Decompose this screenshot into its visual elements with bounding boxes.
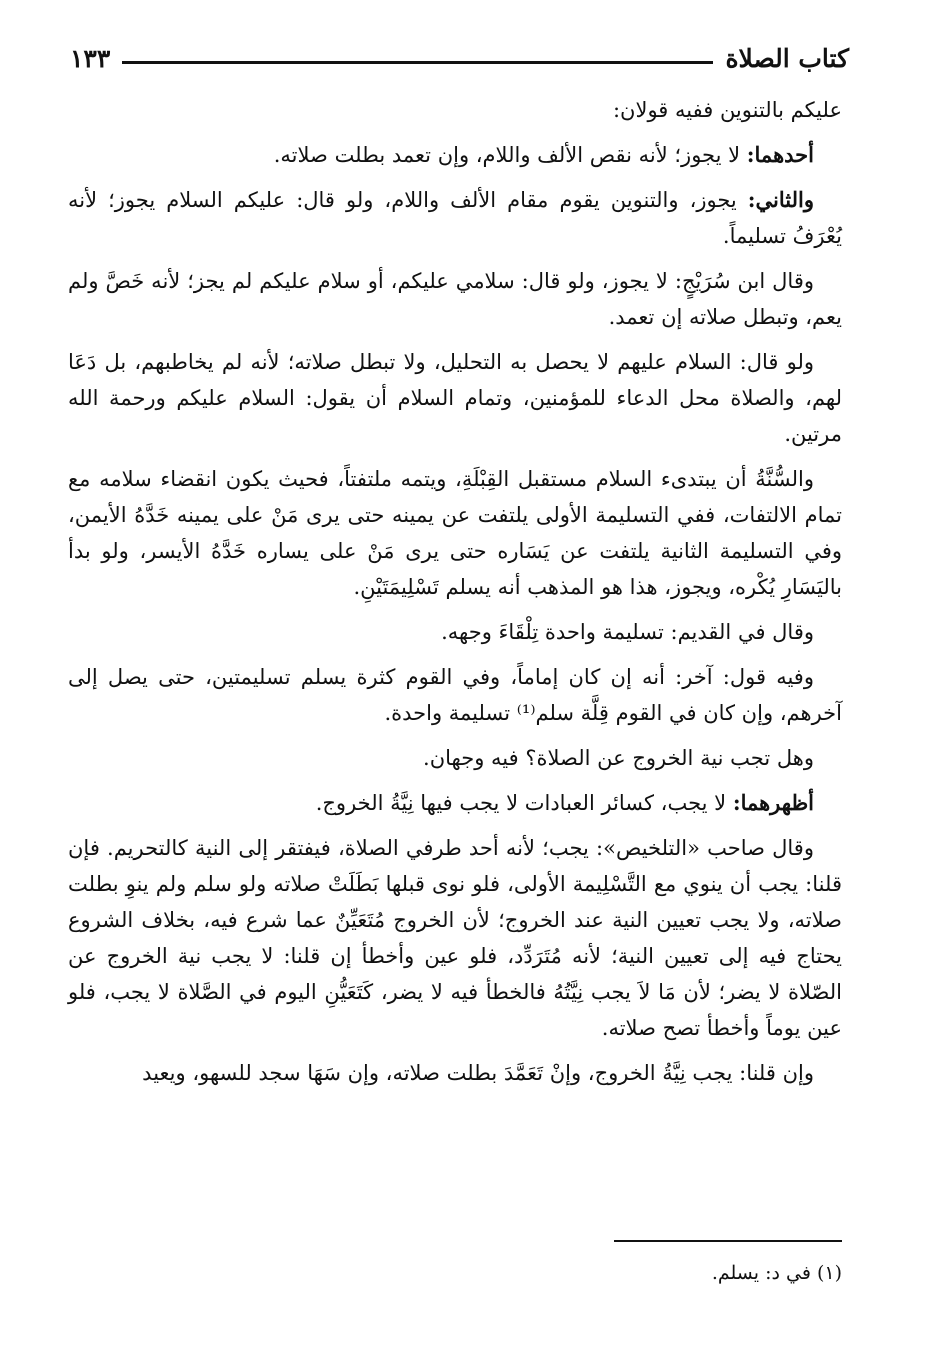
header-rule (122, 61, 713, 64)
paragraph (68, 614, 842, 650)
paragraph-text: وإن قلنا: يجب نِيَّةُ الخروج، وإنْ تَعَمَّدَ بطلت صلاته، وإن سَهَا سجد للسهو، ويعيد (142, 1061, 814, 1085)
paragraph-text: ولو قال: السلام عليهم لا يحصل به التحليل، ولا تبطل صلاته؛ لأنه لم يخاطبهم، بل دَعَا لهم، والصلاة محل الدعاء للمؤمنين، وتمام السلام أن يقول: السلام عليكم ورحمة الله مرتين. (68, 350, 842, 446)
paragraph-text: يجوز، والتنوين يقوم مقام الألف واللام، ولو قال: عليكم السلام يجوز؛ لأنه يُعْرَفُ تسليماً. (68, 188, 842, 248)
paragraph-text: لا يجوز؛ لأنه نقص الألف واللام، وإن تعمد بطلت صلاته. (273, 143, 747, 167)
paragraph-lead: والثاني: (747, 187, 814, 212)
paragraph-lead: أظهرهما: (732, 790, 814, 815)
footnote: (١) في د: يسلم. (711, 1262, 842, 1284)
paragraph-text: وقال في القديم: تسليمة واحدة تِلْقَاءَ وجهه. (441, 620, 814, 644)
main-text (68, 92, 842, 1100)
paragraph (68, 830, 842, 1046)
page-number: ١٣٣ (70, 43, 111, 73)
paragraph (68, 137, 842, 173)
paragraph (68, 1055, 842, 1091)
paragraph-text: عليكم بالتنوين ففيه قولان: (612, 98, 842, 122)
paragraph (68, 182, 842, 254)
paragraph-text: والسُّنَّةُ أن يبتدىء السلام مستقبل القِبْلَةِ، ويتمه ملتفتاً، فحيث يكون انقضاء سلامه مع تمام الالتفات، ففي التسليمة الأولى يلتفت عن يمينه حتى يرى مَنْ على يمينه خَدَّهُ الأيمن، وفي التسليمة الثانية يلتفت عن يَسَاره حتى يرى مَنْ على يساره خَدَّهُ الأيسر، ولو بدأ باليَسَارِ يُكْره، ويجوز، هذا هو المذهب أنه يسلم تَسْلِيمَتَيْنِ. (68, 467, 842, 599)
paragraph (68, 461, 842, 605)
paragraph (68, 344, 842, 452)
paragraph-text: وقال صاحب «التلخيص»: يجب؛ لأنه أحد طرفي الصلاة، فيفتقر إلى النية كالتحريم. فإن قلنا: يجب أن ينوي مع التَّسْلِيمة الأولى، فلو نوى قبلها بَطَلَتْ صلاته ولو سلم ولم ينوِ بطلت صلاته، ولا يجب تعيين النية عند الخروج؛ لأن الخروج مُتَعَيِّنٌ عما شرع فيه، بخلاف الشروع يحتاج فيه إلى تعيين النية؛ لأنه مُتَرَدِّد، فلو عين وأخطأ إن قلنا: لا يجب نية الخروج عن الصّلاة لا يضر؛ لأن مَا لاَ يجب نِيَّتُهُ فالخطأ فيه لا يضر، كَتَعَيُّنِ اليوم في الصَّلاة لا يجب، فلو عين يوماً وأخطأ تصح صلاته. (68, 836, 842, 1040)
footnote-separator (614, 1240, 842, 1242)
paragraph-text: لا يجب، كسائر العبادات لا يجب فيها نِيَّةُ الخروج. (315, 791, 733, 815)
paragraph (68, 740, 842, 776)
paragraph-lead: أحدهما: (746, 142, 814, 167)
paragraph-text: وقال ابن سُرَيْجٍ: لا يجوز، ولو قال: سلامي عليكم، أو سلام عليكم لم يجز؛ لأنه خَصَّ ولم يعم، وتبطل صلاته إن تعمد. (68, 269, 842, 329)
paragraph (68, 785, 842, 821)
paragraph (68, 263, 842, 335)
paragraph-text: وفيه قول: آخر: أنه إن كان إماماً، وفي القوم كثرة يسلم تسليمتين، حتى يصل إلى آخرهم، وإن كان في القوم قِلَّة سلم⁽¹⁾ تسليمة واحدة. (68, 665, 842, 725)
chapter-title: كتاب الصلاة (725, 43, 849, 73)
paragraph-text: وهل تجب نية الخروج عن الصلاة؟ فيه وجهان. (423, 746, 814, 770)
paragraph (68, 92, 842, 128)
paragraph (68, 659, 842, 731)
running-header (70, 38, 849, 78)
